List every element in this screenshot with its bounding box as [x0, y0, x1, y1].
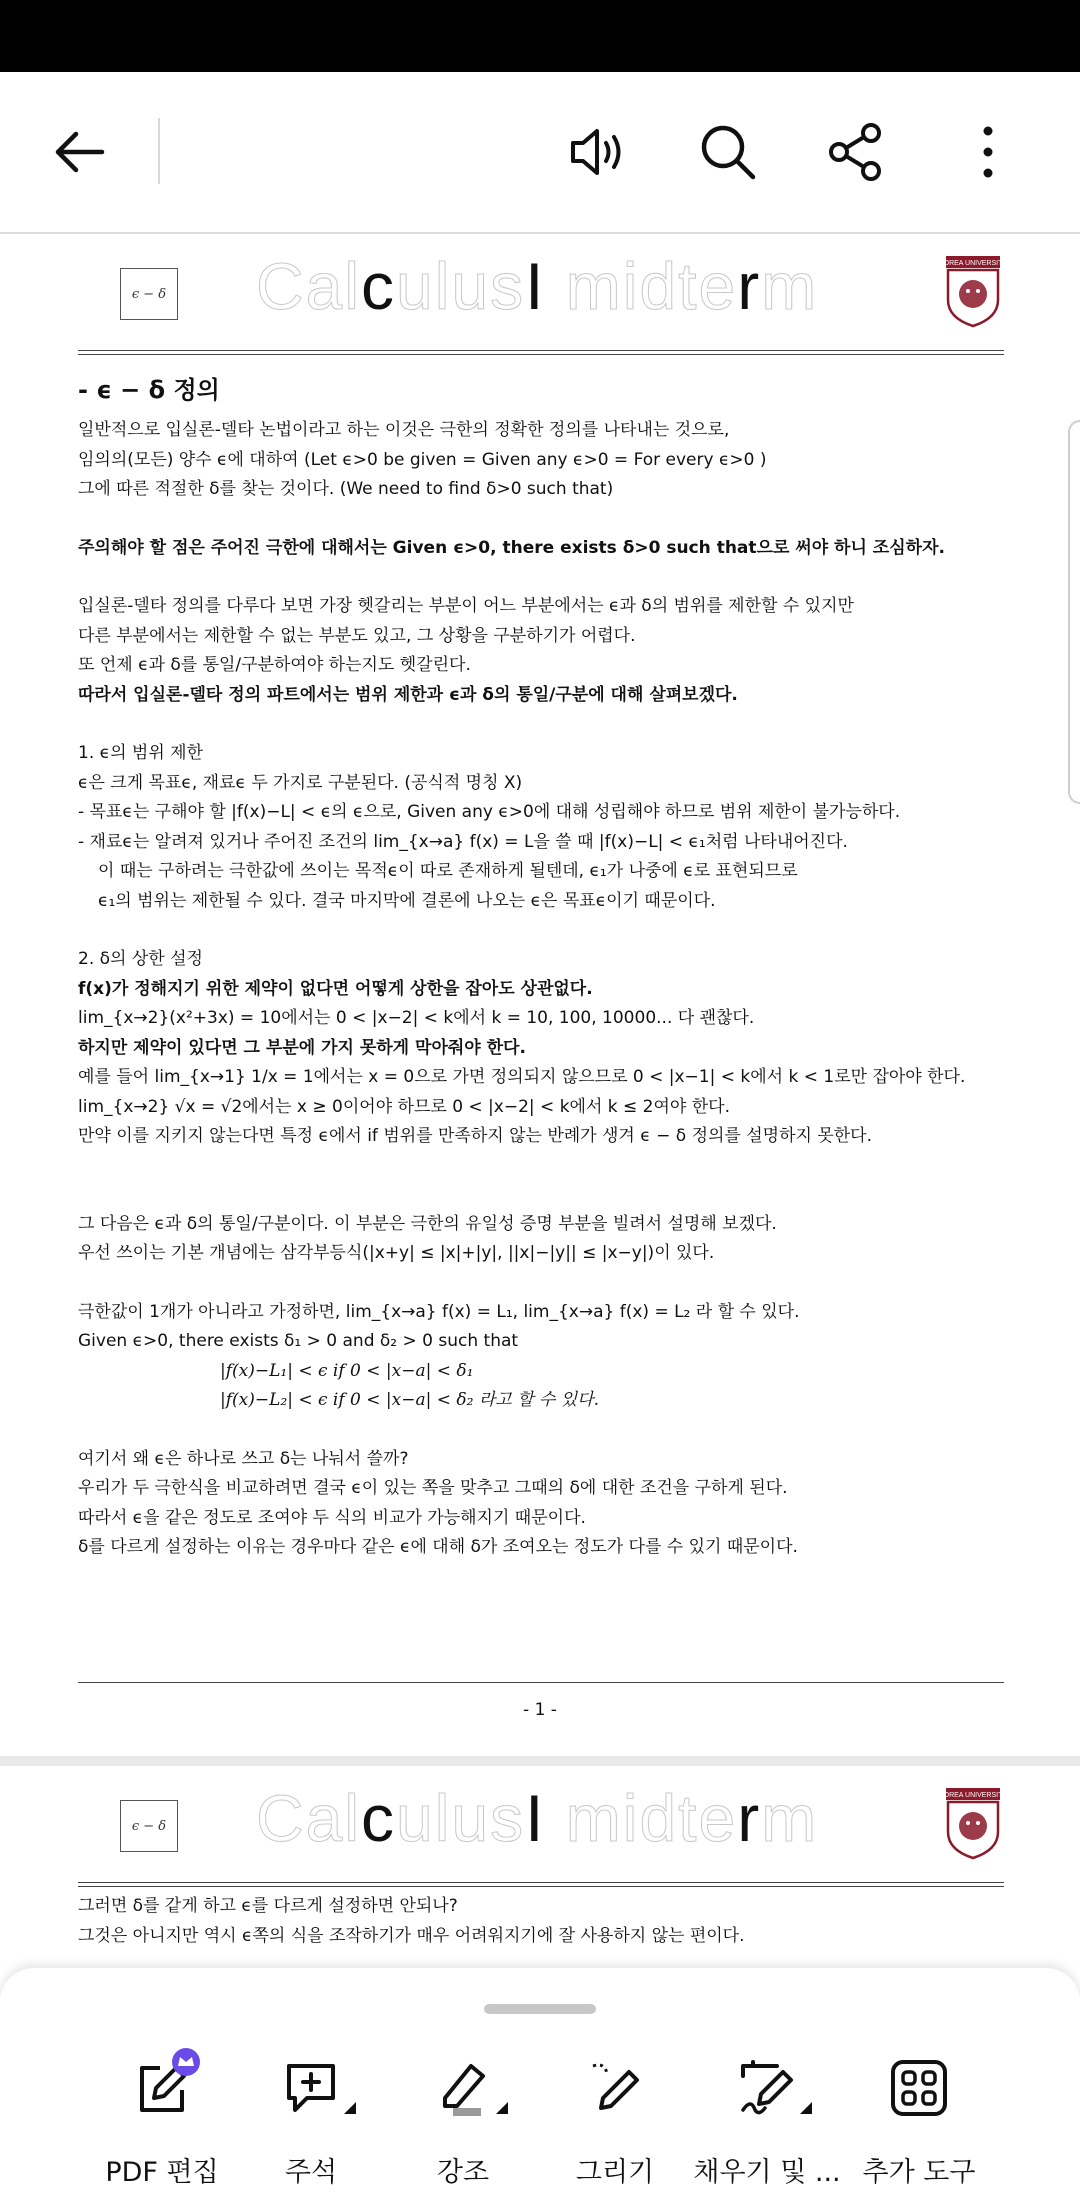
text-line: 또 언제 ϵ과 δ를 통일/구분하여야 하는지도 헷갈린다.: [78, 655, 471, 675]
tool-label: PDF 편집: [105, 2157, 219, 2188]
tool-fill-sign[interactable]: [692, 2058, 842, 2198]
top-toolbar: [0, 72, 1080, 234]
text-line: 여기서 왜 ϵ은 하나로 쓰고 δ는 나눠서 쓸까?: [78, 1448, 409, 1469]
bottom-tool-sheet: [0, 1968, 1080, 2205]
text-line: 예를 들어 lim_{x→1} 1/x = 1에서는 x = 0으로 가면 정의되지 않으므로 0 < |x−1| < k에서 k < 1로만 잡아야 한다.: [78, 1067, 966, 1087]
svg-text:KOREA UNIVERSITY: KOREA UNIVERSITY: [938, 260, 1008, 267]
tool-more-tools[interactable]: [844, 2058, 994, 2198]
header-rule: [78, 1882, 1004, 1887]
text-line: 임의의(모든) 양수 ϵ에 대하여 (Let ϵ>0 be given = Given any ϵ>0 = For every ϵ>0 ): [78, 449, 767, 470]
toolbar-divider: [158, 118, 160, 184]
text-line: ϵ은 크게 목표ϵ, 재료ϵ 두 가지로 구분된다. (공식적 명칭 X): [78, 772, 523, 793]
fill-sign-icon: [737, 2058, 797, 2118]
tool-label: 추가 도구: [862, 2157, 976, 2188]
page-number: - 1 -: [523, 1700, 557, 1720]
page-2-content: [78, 1892, 1008, 1951]
header-box: ϵ − δ: [120, 268, 178, 320]
text-line: 2. δ의 상한 설정: [78, 949, 203, 969]
header-title: CalculusI midterm: [256, 249, 819, 323]
header-title: CalculusI midterm: [256, 1781, 819, 1855]
pdf-page-1: [0, 234, 1080, 1756]
footer-rule: [78, 1682, 1004, 1683]
highlight-icon: [433, 2058, 493, 2118]
text-line: - 재료ϵ는 알려져 있거나 주어진 조건의 lim_{x→a} f(x) = L을 쓸 때 |f(x)−L| < ϵ₁처럼 나타내어진다.: [78, 831, 848, 852]
text-line: |f(x)−L₂| < ϵ if 0 < |x−a| < δ₂ 라고 할 수 있다.: [220, 1390, 599, 1410]
edit-pdf-icon: [132, 2058, 192, 2118]
tool-comment[interactable]: [236, 2058, 386, 2198]
tool-label: 그리기: [575, 2157, 655, 2188]
text-line: 일반적으로 입실론-델타 논법이라고 하는 이것은 극한의 정확한 정의를 나타내는 것으로,: [78, 420, 730, 440]
text-line: Given ϵ>0, there exists δ₁ > 0 and δ₂ > 0 such that: [78, 1331, 519, 1351]
text-line: ϵ₁의 범위는 제한될 수 있다. 결국 마지막에 결론에 나오는 ϵ은 목표ϵ이기 때문이다.: [98, 890, 716, 911]
back-arrow-icon[interactable]: [36, 108, 124, 196]
status-bar: [0, 0, 1080, 72]
comment-add-icon: [281, 2058, 341, 2118]
tool-pdf-edit[interactable]: [87, 2058, 237, 2198]
text-line: 그에 따른 적절한 δ를 찾는 것이다. (We need to find δ>0 such that): [78, 479, 614, 499]
more-tools-icon: [889, 2058, 949, 2118]
search-icon[interactable]: [684, 108, 772, 196]
text-line: 만약 이를 지키지 않는다면 특정 ϵ에서 if 범위를 만족하지 않는 반례가 생겨 ϵ − δ 정의를 설명하지 못한다.: [78, 1126, 872, 1146]
text-line: 극한값이 1개가 아니라고 가정하면, lim_{x→a} f(x) = L₁, lim_{x→a} f(x) = L₂ 라 할 수 있다.: [78, 1301, 800, 1322]
tool-label: 채우기 및 ...: [693, 2157, 841, 2188]
tool-label: 강조: [436, 2157, 490, 2188]
header-rule: [78, 350, 1004, 355]
section-heading: - ϵ − δ 정의: [78, 376, 220, 404]
text-line: 우선 쓰이는 기본 개념에는 삼각부등식(|x+y| ≤ |x|+|y|, ||x|−|y|| ≤ |x−y|)이 있다.: [78, 1243, 715, 1263]
share-icon[interactable]: [812, 108, 900, 196]
text-line: δ를 다르게 설정하는 이유는 경우마다 같은 ϵ에 대해 δ가 조여오는 정도가 다를 수 있기 때문이다.: [78, 1537, 798, 1557]
more-vert-icon[interactable]: [944, 108, 1032, 196]
text-line: 우리가 두 극한식을 비교하려면 결국 ϵ이 있는 쪽을 맞추고 그때의 δ에 대한 조건을 구하게 된다.: [78, 1478, 788, 1498]
university-logo: [938, 1786, 1008, 1860]
side-scroll-handle[interactable]: [1068, 420, 1080, 804]
text-line: 그러면 δ를 같게 하고 ϵ를 다르게 설정하면 안되나?: [78, 1896, 458, 1916]
tool-draw[interactable]: [540, 2058, 690, 2198]
tool-label: 주석: [284, 2157, 338, 2188]
text-line: lim_{x→2}(x²+3x) = 10에서는 0 < |x−2| < k에서 k = 10, 100, 10000... 다 괜찮다.: [78, 1008, 755, 1028]
text-line: 입실론-델타 정의를 다루다 보면 가장 헷갈리는 부분이 어느 부분에서는 ϵ과 δ의 범위를 제한할 수 있지만: [78, 596, 854, 616]
page-1-content: [78, 370, 1008, 1563]
text-line: |f(x)−L₁| < ϵ if 0 < |x−a| < δ₁: [220, 1360, 474, 1381]
tool-highlight[interactable]: [388, 2058, 538, 2198]
text-line: 따라서 입실론-델타 정의 파트에서는 범위 제한과 ϵ과 δ의 통일/구분에 대해 살펴보겠다.: [78, 684, 738, 705]
text-line: 그 다음은 ϵ과 δ의 통일/구분이다. 이 부분은 극한의 유일성 증명 부분을 빌려서 설명해 보겠다.: [78, 1213, 777, 1234]
text-line: 하지만 제약이 있다면 그 부분에 가지 못하게 막아줘야 한다.: [78, 1037, 526, 1058]
university-logo: [938, 254, 1008, 328]
text-line: 1. ϵ의 범위 제한: [78, 743, 203, 763]
text-line: - 목표ϵ는 구해야 할 |f(x)−L| < ϵ의 ϵ으로, Given any ϵ>0에 대해 성립해야 하므로 범위 제한이 불가능하다.: [78, 802, 901, 822]
draw-icon: [585, 2058, 645, 2118]
text-line: 따라서 ϵ을 같은 정도로 조여야 두 식의 비교가 가능해지기 때문이다.: [78, 1507, 586, 1528]
text-line: 이 때는 구하려는 극한값에 쓰이는 목적ϵ이 따로 존재하게 될텐데, ϵ₁가 나중에 ϵ로 표현되므로: [98, 861, 798, 881]
speaker-icon[interactable]: [552, 108, 640, 196]
pdf-viewer[interactable]: [0, 234, 1080, 1974]
sheet-drag-handle[interactable]: [484, 2004, 596, 2014]
header-box: ϵ − δ: [120, 1800, 178, 1852]
svg-text:KOREA UNIVERSITY: KOREA UNIVERSITY: [938, 1792, 1008, 1799]
text-line: 그것은 아니지만 역시 ϵ쪽의 식을 조작하기가 매우 어려워지기에 잘 사용하지 않는 편이다.: [78, 1925, 745, 1946]
text-line: 주의해야 할 점은 주어진 극한에 대해서는 Given ϵ>0, there exists δ>0 such that으로 써야 하니 조심하자.: [78, 537, 945, 558]
text-line: 다른 부분에서는 제한할 수 없는 부분도 있고, 그 상황을 구분하기가 어렵다.: [78, 625, 636, 646]
text-line: lim_{x→2} √x = √2에서는 x ≥ 0이어야 하므로 0 < |x−2| < k에서 k ≤ 2여야 한다.: [78, 1096, 730, 1117]
text-line: f(x)가 정해지기 위한 제약이 없다면 어떻게 상한을 잡아도 상관없다.: [78, 978, 593, 999]
